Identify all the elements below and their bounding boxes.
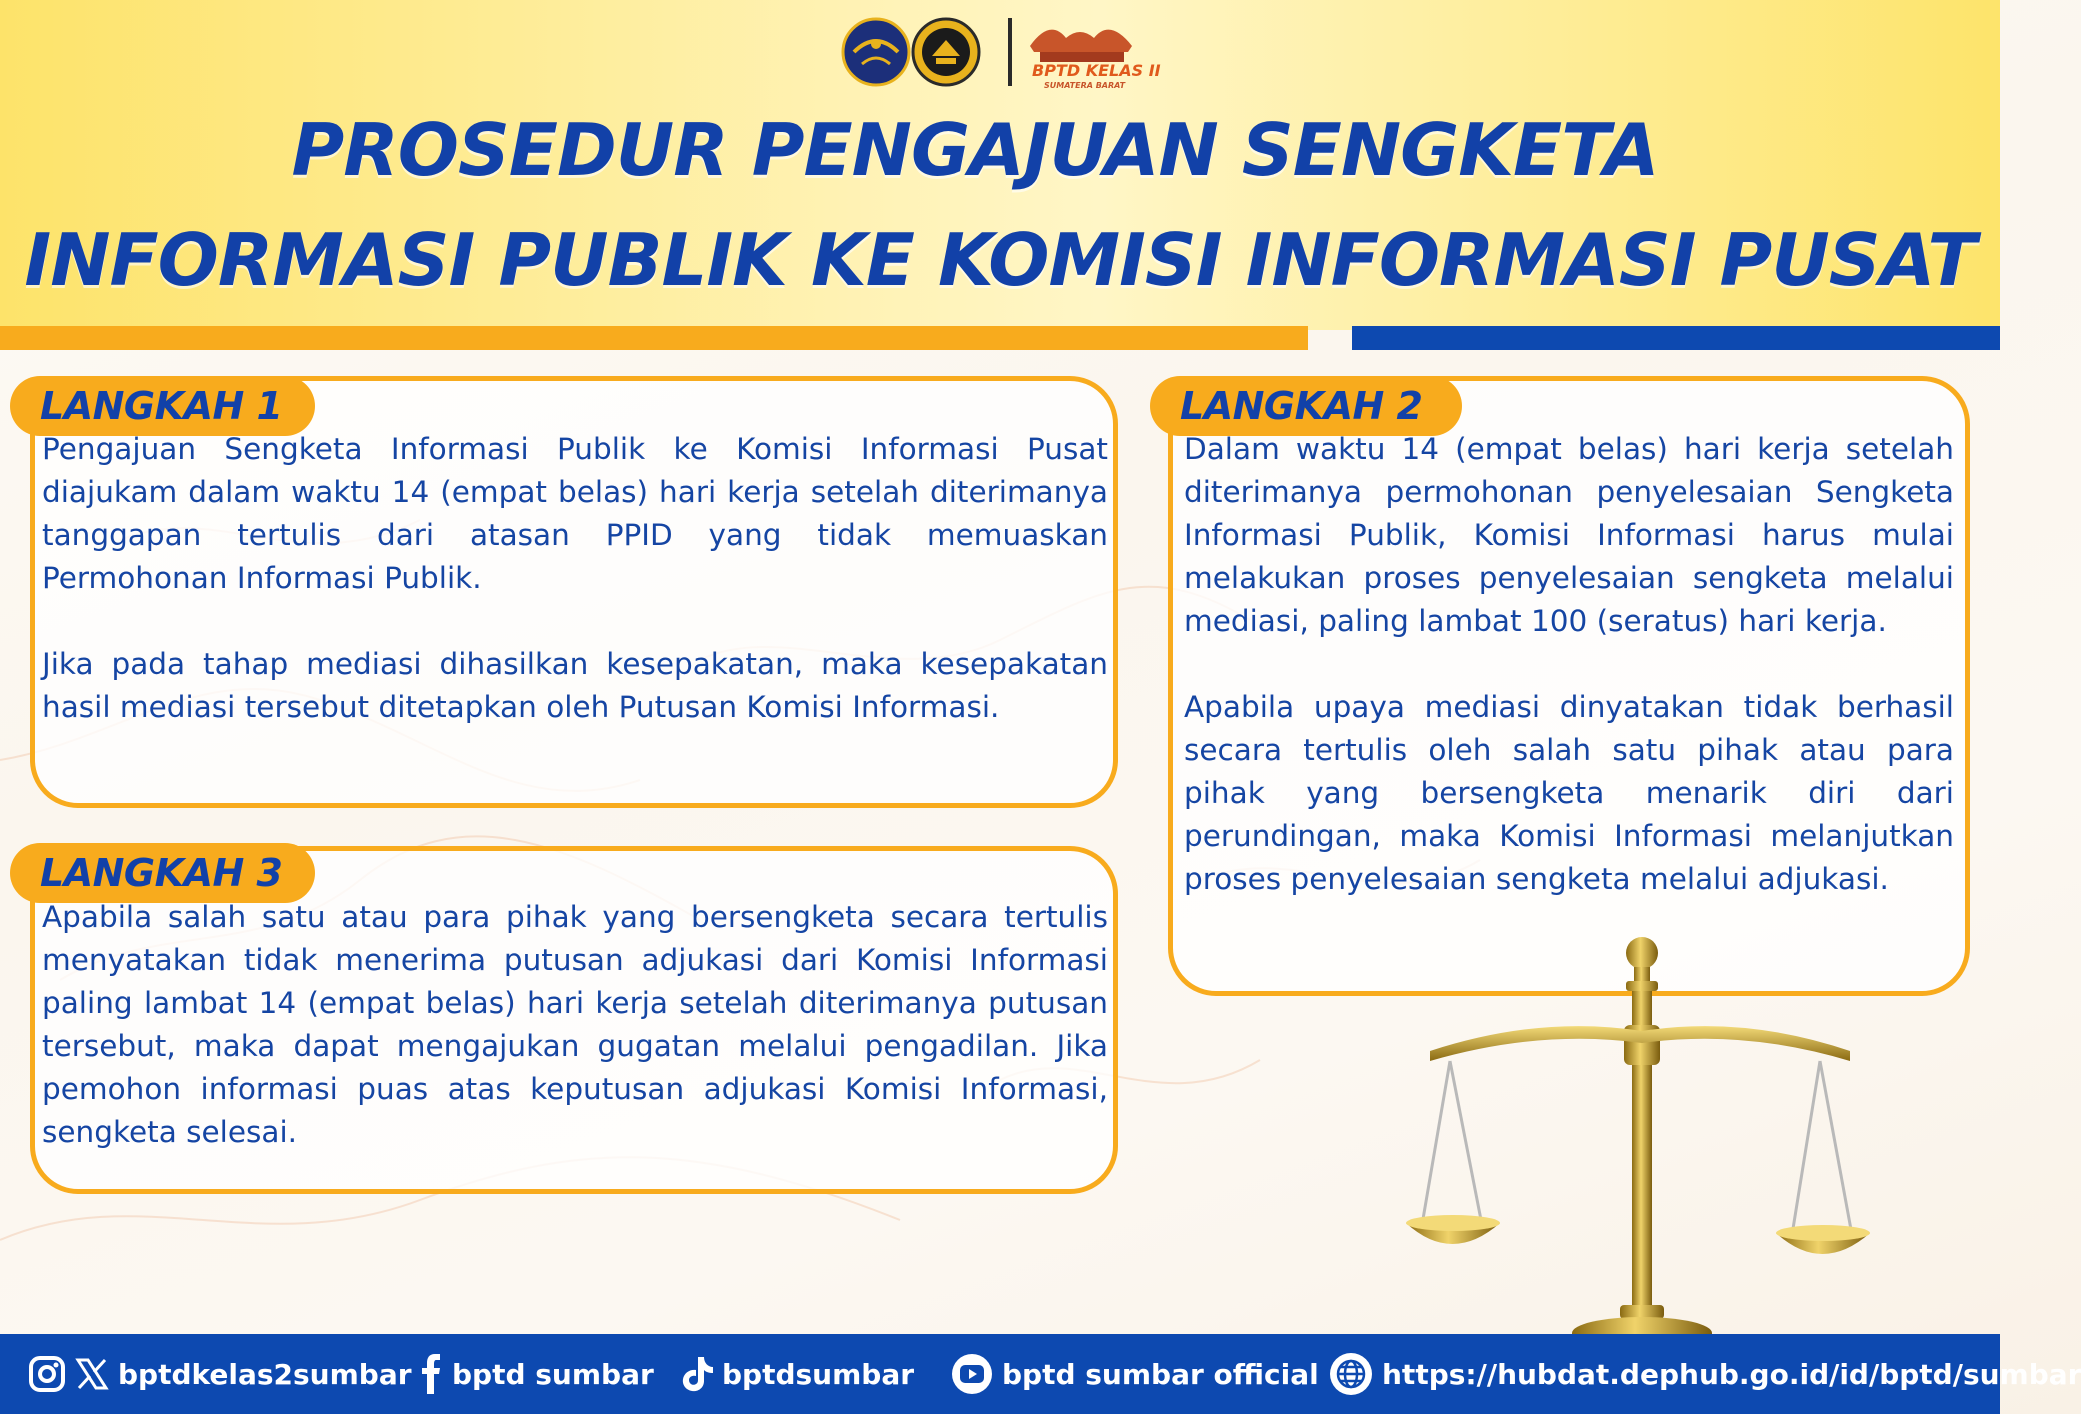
tiktok-icon [680,1355,714,1393]
facebook-handle: bptd sumbar [452,1357,654,1391]
youtube-handle: bptd sumbar official [1002,1357,1319,1391]
instagram-icon [28,1355,66,1393]
bptd-logo-icon [1030,30,1161,90]
youtube-icon [950,1352,994,1396]
justice-scale-icon [1420,935,1940,1365]
social-tiktok[interactable] [680,1334,914,1414]
step-2-paragraph-2: Apabila upaya mediasi dinyatakan tidak berhasil secara tertulis oleh salah satu pihak atau para pihak yang bersengketa menarik diri dari perundingan, maka Komisi Informasi melanjutkan proses penyelesaian sengketa melalui adjukasi. [1184,690,1954,896]
page-title-line-1: PROSEDUR PENGAJUAN SENGKETA [291,108,1659,192]
page-title-line-2: INFORMASI PUBLIK KE KOMISI INFORMASI PUSAT [24,218,1976,302]
logo-text: BPTD KELAS II [1032,61,1161,80]
footer-bar [0,1334,2081,1414]
step-3-paragraph-1: Apabila salah satu atau para pihak yang bersengketa secara tertulis menyatakan tidak menerima putusan adjukasi dari Komisi Informasi paling lambat 14 (empat belas) hari kerja setelah diterimanya putusan tersebut, maka dapat mengajukan gugatan melalui pengadilan. Jika pemohon informasi puas atas keputusan adjukasi Komisi Informasi, sengketa selesai. [42,900,1108,1149]
tiktok-handle: bptdsumbar [722,1357,915,1391]
social-website[interactable] [1328,1334,2081,1414]
logo-subtext: SUMATERA BARAT [1044,81,1126,90]
social-facebook[interactable] [420,1334,654,1414]
logos-group [840,12,1180,92]
blue-divider-bar [1352,326,2000,350]
social-youtube[interactable] [950,1334,1319,1414]
step-1-text [42,428,1108,729]
globe-icon [1328,1351,1374,1397]
step-3-label: LANGKAH 3 [10,843,315,903]
step-2-label: LANGKAH 2 [1150,376,1462,436]
website-url: https://hubdat.dephub.go.id/id/bptd/sumbar [1382,1357,2081,1391]
step-2-text [1184,428,1954,901]
social-instagram-x[interactable] [28,1334,412,1414]
step-1-label: LANGKAH 1 [10,376,315,436]
step-1-paragraph-2: Jika pada tahap mediasi dihasilkan kesepakatan, maka kesepakatan hasil mediasi tersebut ditetapkan oleh Putusan Komisi Informasi. [42,647,1108,724]
facebook-icon [420,1354,444,1394]
orange-divider-bar [0,326,1308,350]
instagram-x-handle: bptdkelas2sumbar [118,1357,412,1391]
step-1-paragraph-1: Pengajuan Sengketa Informasi Publik ke Komisi Informasi Pusat diajukam dalam waktu 14 (empat belas) hari kerja setelah diterimanya tanggapan tertulis dari atasan PPID yang tidak memuaskan Permohonan Informasi Publik. [42,432,1108,595]
hubdat-logo-icon [913,19,979,85]
step-2-paragraph-1: Dalam waktu 14 (empat belas) hari kerja setelah diterimanya permohonan penyelesaian Sengketa Informasi Publik, Komisi Informasi harus mulai melakukan proses penyelesaian sengketa melalui mediasi, paling lambat 100 (seratus) hari kerja. [1184,432,1954,638]
step-3-text [42,896,1108,1154]
kemenhub-logo-icon [843,19,909,85]
header-banner [0,0,2000,330]
x-icon [74,1356,110,1392]
